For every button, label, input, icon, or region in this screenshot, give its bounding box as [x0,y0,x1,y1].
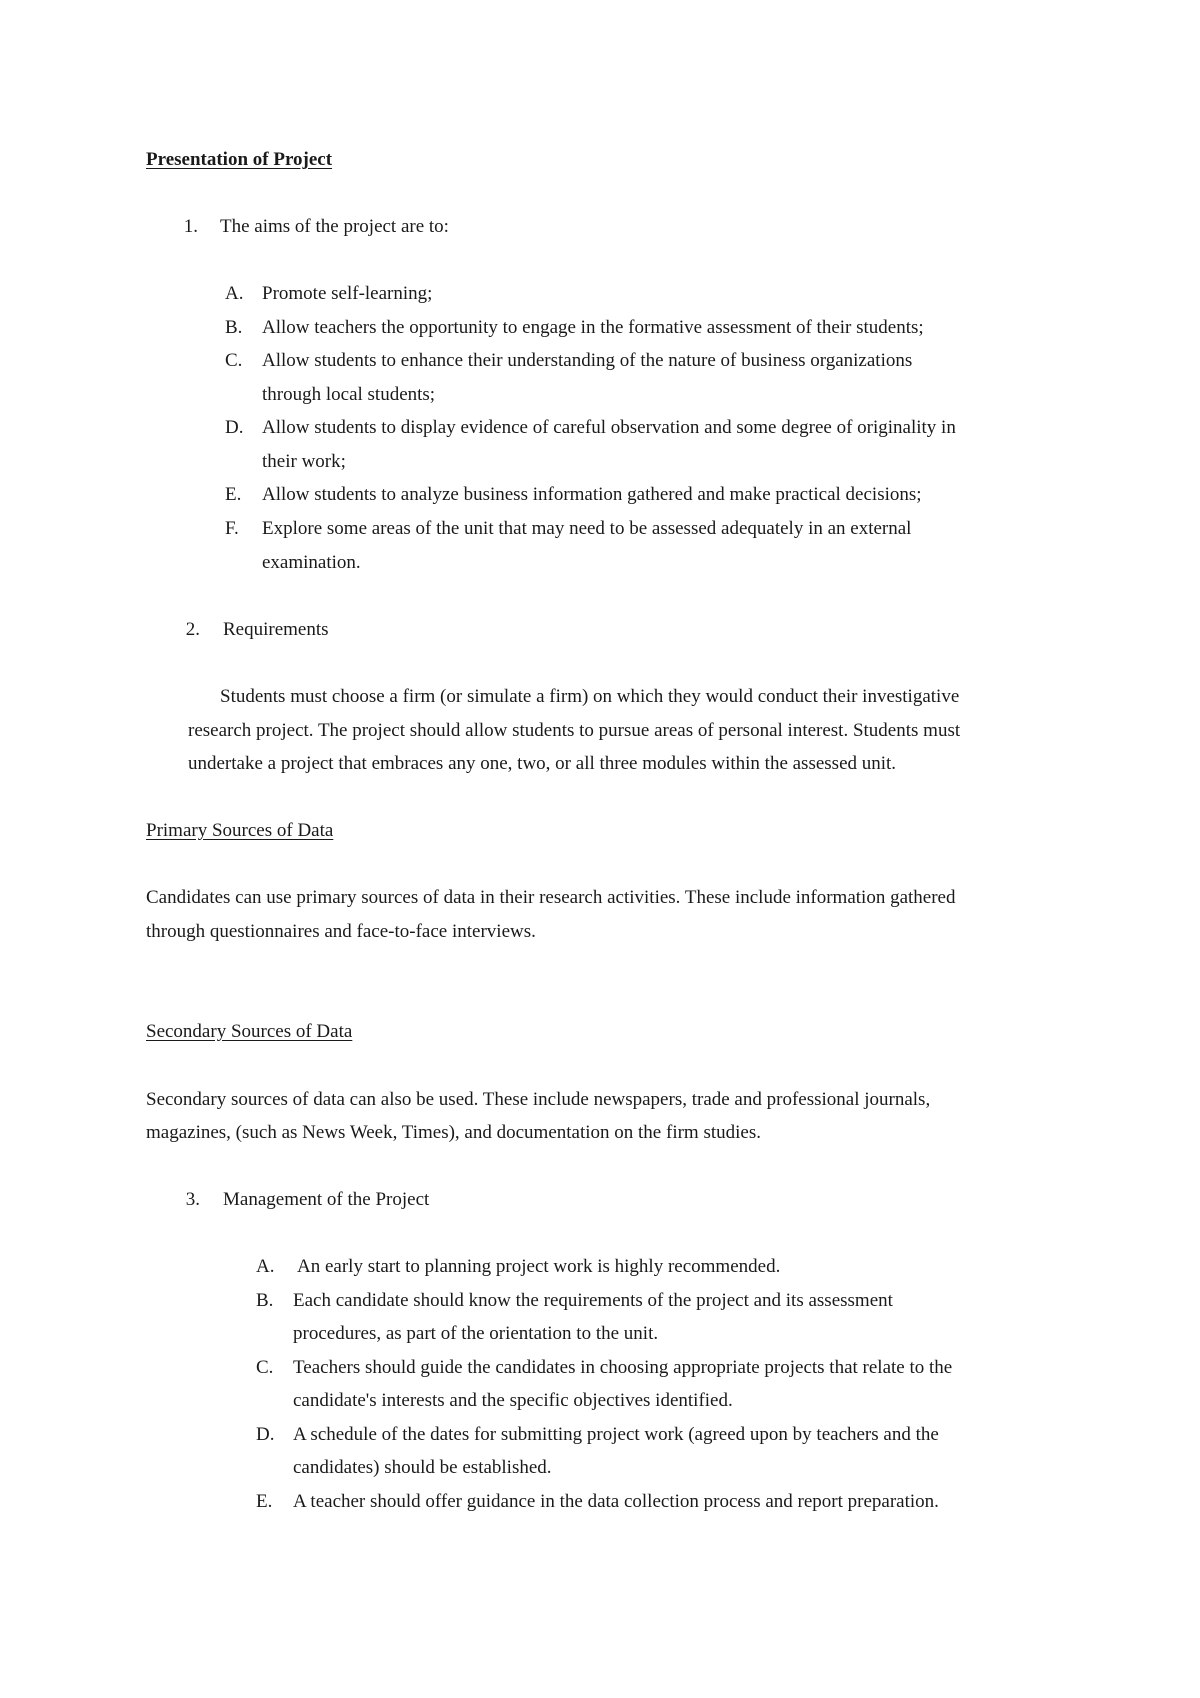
section-1-item-d-text-line-1: Allow students to display evidence of careful observation and some degree of originality in [262,417,956,438]
section-1-item-b-letter: B. [225,317,243,338]
section-3-item-c-letter: C. [256,1357,274,1378]
section-2-paragraph-line-2: research project. The project should allow students to pursue areas of personal interest. Students must [188,720,961,741]
section-3-item-b-letter: B. [256,1290,274,1311]
primary-sources-heading: Primary Sources of Data [146,820,334,841]
section-3-item-c-text-line-1: Teachers should guide the candidates in choosing appropriate projects that relate to the [293,1357,953,1378]
section-2-paragraph-line-1: Students must choose a firm (or simulate a firm) on which they would conduct their investigative [220,686,960,707]
section-1-item-c-text-line-2: through local students; [262,384,436,405]
section-1-number: 1. [183,216,198,237]
section-3-item-c-text-line-2: candidate's interests and the specific objectives identified. [293,1390,733,1411]
section-3-item-b-text-line-2: procedures, as part of the orientation to the unit. [293,1323,659,1344]
section-3-item-d-letter: D. [256,1424,275,1445]
secondary-sources-heading: Secondary Sources of Data [146,1021,353,1042]
section-1-item-d-letter: D. [225,417,244,438]
section-3-item-e-text: A teacher should offer guidance in the data collection process and report preparation. [293,1491,939,1512]
section-1-item-f-letter: F. [225,518,239,539]
section-3-item-e-letter: E. [256,1491,273,1512]
section-1-item-f-text-line-1: Explore some areas of the unit that may need to be assessed adequately in an external [262,518,912,539]
section-1-item-b-text: Allow teachers the opportunity to engage in the formative assessment of their students; [262,317,924,338]
section-3-heading: Management of the Project [223,1189,430,1210]
section-2-number: 2. [185,619,200,640]
section-1-heading: The aims of the project are to: [220,216,449,237]
section-3-number: 3. [185,1189,200,1210]
section-3-item-d-text-line-2: candidates) should be established. [293,1457,552,1478]
primary-sources-line-1: Candidates can use primary sources of data in their research activities. These include information gathered [146,887,956,908]
section-3-item-a-text: An early start to planning project work is highly recommended. [297,1256,781,1277]
section-1-item-a-text: Promote self-learning; [262,283,433,304]
section-1-item-c-letter: C. [225,350,243,371]
section-1-item-f-text-line-2: examination. [262,552,361,573]
section-1-item-c-text-line-1: Allow students to enhance their understanding of the nature of business organizations [262,350,913,371]
section-1-item-e-letter: E. [225,484,242,505]
section-2-paragraph-line-3: undertake a project that embraces any one, two, or all three modules within the assessed unit. [188,753,897,774]
secondary-sources-line-2: magazines, (such as News Week, Times), and documentation on the firm studies. [146,1122,761,1143]
section-3-item-d-text-line-1: A schedule of the dates for submitting project work (agreed upon by teachers and the [293,1424,939,1445]
section-2-heading: Requirements [223,619,329,640]
secondary-sources-line-1: Secondary sources of data can also be used. These include newspapers, trade and professional journals, [146,1089,931,1110]
section-1-item-e-text: Allow students to analyze business information gathered and make practical decisions; [262,484,922,505]
section-3-item-b-text-line-1: Each candidate should know the requirements of the project and its assessment [293,1290,893,1311]
section-1-item-d-text-line-2: their work; [262,451,346,472]
primary-sources-line-2: through questionnaires and face-to-face interviews. [146,921,536,942]
section-1-item-a-letter: A. [225,283,244,304]
section-3-item-a-letter: A. [256,1256,275,1277]
document-title: Presentation of Project [146,149,333,170]
